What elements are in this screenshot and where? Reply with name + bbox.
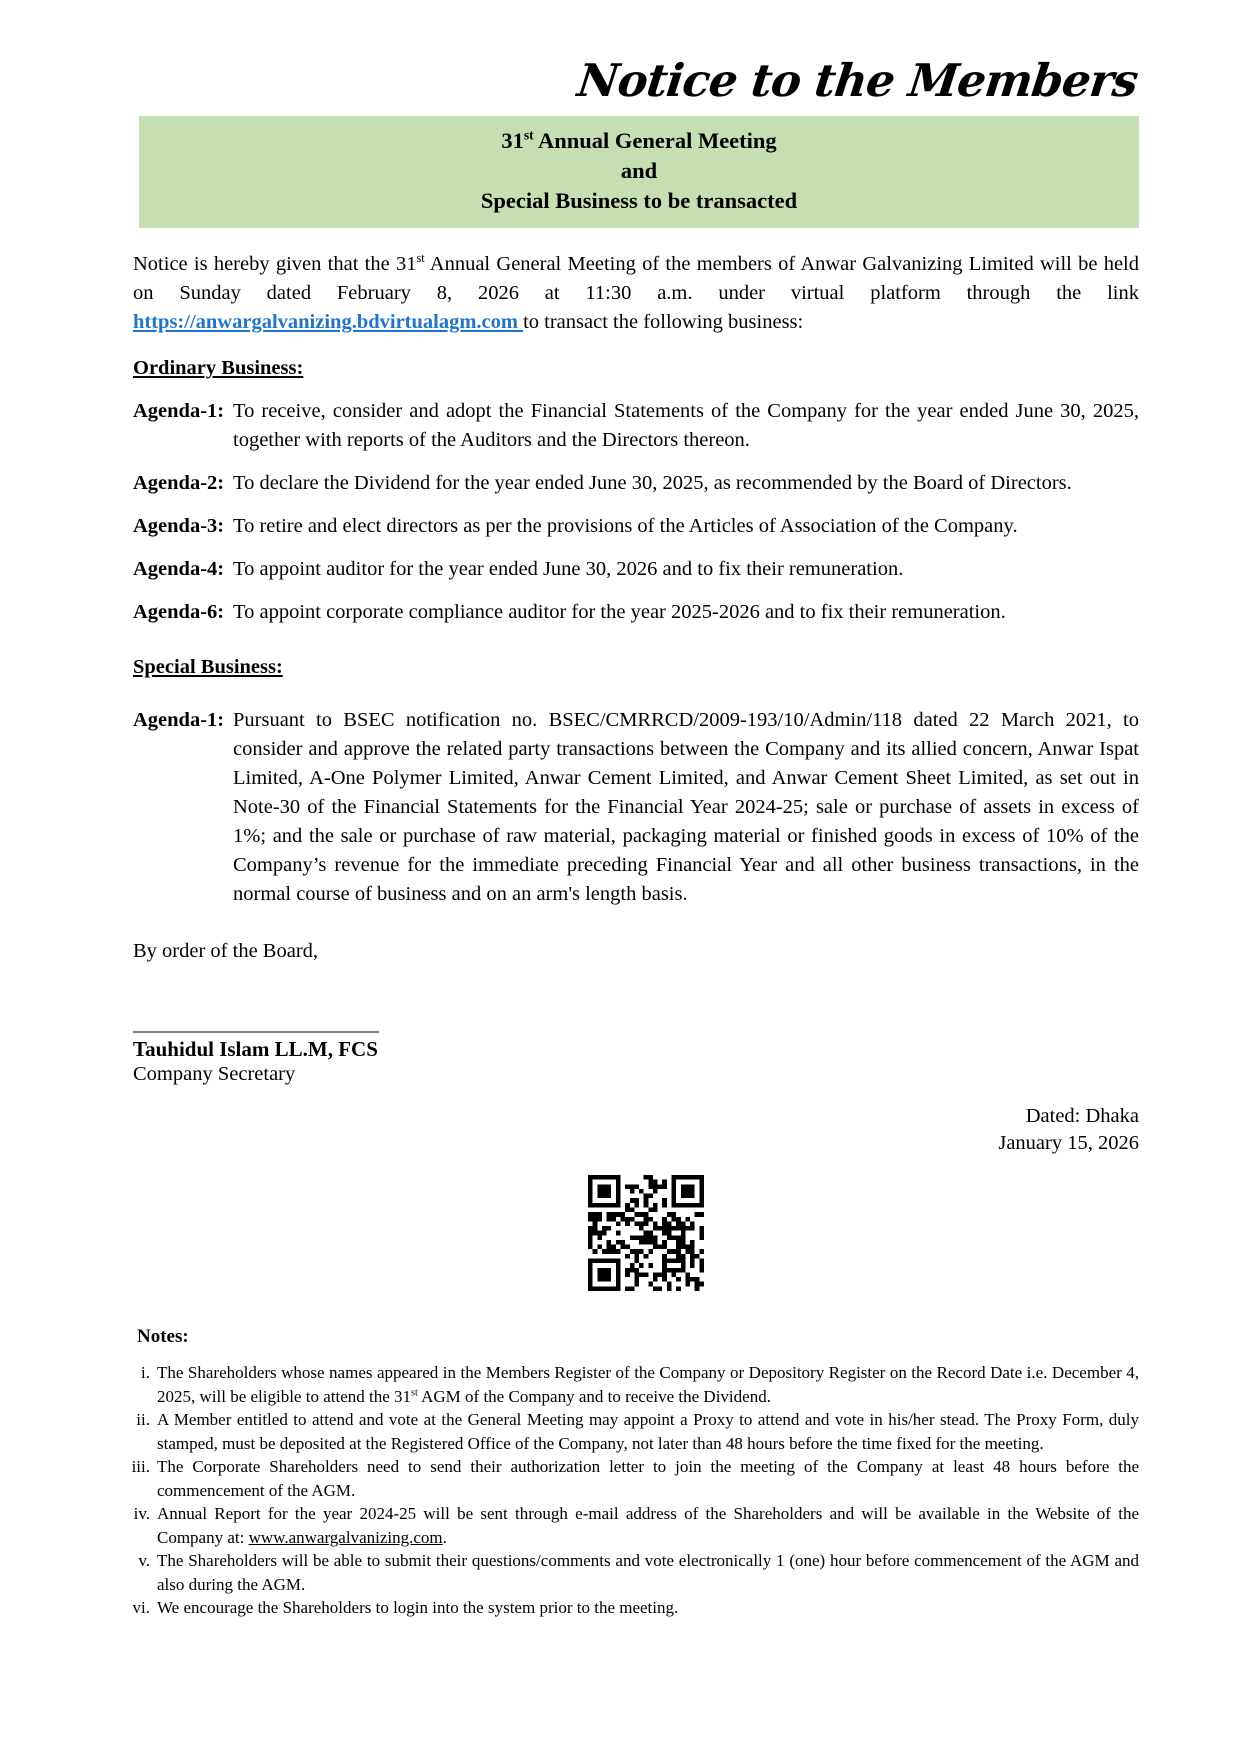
note-number: v.	[138, 1551, 150, 1571]
special-business-heading: Special Business:	[133, 656, 283, 679]
agenda-label: Agenda-6:	[133, 601, 225, 624]
hyperlink[interactable]: www.anwargalvanizing.com	[248, 1527, 443, 1547]
agenda-label: Agenda-2:	[133, 472, 225, 495]
banner-line-1: 31st Annual General Meeting	[501, 127, 777, 154]
agenda-item	[133, 706, 1139, 909]
banner-line-2: and	[620, 158, 658, 184]
note-text: The Shareholders will be able to submit their questions/comments and vote electronically 1 (one) hour before commencement of the AGM and also during the AGM.	[157, 1551, 1139, 1594]
hyperlink[interactable]: https://anwargalvanizing.bdvirtualagm.com	[133, 311, 524, 334]
note-item	[122, 1408, 1139, 1455]
ordinary-business-heading: Ordinary Business:	[133, 357, 304, 380]
agenda-item	[133, 397, 1139, 455]
notes-list	[122, 1361, 1139, 1620]
note-number: i.	[141, 1363, 150, 1383]
agenda-text: Pursuant to BSEC notification no. BSEC/CMRRCD/2009-193/10/Admin/118 dated 22 March 2021, to consider and approve the related party transactions between the Company and its allied concern, Anwar Ispat Limited, A-One Polymer Limited, Anwar Cement Limited, and Anwar Cement Sheet Limited, as set out in Note-30 of the Financial Statements for the Financial Year 2024-25; sale or purchase of assets in excess of 1%; and the sale or purchase of raw material, packaging material or finished goods in excess of 10% of the Company’s revenue for the immediate preceding Financial Year and all other business transactions, in the normal course of business and on an arm's length basis.	[233, 709, 1139, 906]
agenda-text: To appoint corporate compliance auditor for the year 2025-2026 and to fix their remuneration.	[233, 601, 1006, 624]
intro-paragraph: Notice is hereby given that the 31st Annual General Meeting of the members of Anwar Galvanizing Limited will be held on Sunday dated February 8, 2026 at 11:30 a.m. under virtual platform through the link https://anwargalvanizing.bdvirtualagm.com to transact the following business:	[133, 251, 1139, 334]
signatory-title: Company Secretary	[133, 1063, 296, 1086]
qr-row	[133, 1175, 1139, 1296]
note-number: vi.	[132, 1598, 150, 1618]
dated-place: Dated: Dhaka	[1025, 1105, 1139, 1128]
agenda-label: Agenda-4:	[133, 558, 225, 581]
agenda-text: To receive, consider and adopt the Financial Statements of the Company for the year ended June 30, 2025, together with reports of the Auditors and the Directors thereon.	[233, 400, 1139, 452]
agenda-text: To retire and elect directors as per the provisions of the Articles of Association of the Company.	[233, 515, 1018, 538]
note-number: iii.	[131, 1457, 150, 1477]
agenda-item	[133, 512, 1139, 541]
banner-line-3: Special Business to be transacted	[480, 188, 798, 214]
note-item	[122, 1549, 1139, 1596]
note-item	[122, 1455, 1139, 1502]
notes-heading: Notes:	[137, 1326, 189, 1348]
note-number: iv.	[133, 1504, 150, 1524]
closing-line: By order of the Board,	[133, 940, 319, 963]
agm-title-banner	[139, 116, 1139, 228]
signatory-name: Tauhidul Islam LL.M, FCS	[133, 1037, 378, 1062]
note-text: Annual Report for the year 2024-25 will be sent through e-mail address of the Shareholders and will be available in the Website of the Company at: www.anwargalvanizing.com.	[157, 1504, 1139, 1547]
agenda-text: To appoint auditor for the year ended June 30, 2026 and to fix their remuneration.	[233, 558, 904, 581]
note-text: The Corporate Shareholders need to send their authorization letter to join the meeting of the Company at least 48 hours before the commencement of the AGM.	[157, 1457, 1139, 1500]
note-text: The Shareholders whose names appeared in the Members Register of the Company or Depository Register on the Record Date i.e. December 4, 2025, will be eligible to attend the 31st AGM of the Company and to receive the Dividend.	[157, 1363, 1139, 1406]
agenda-text: To declare the Dividend for the year ended June 30, 2025, as recommended by the Board of Directors.	[233, 472, 1072, 495]
note-item	[122, 1596, 1139, 1620]
note-text: We encourage the Shareholders to login into the system prior to the meeting.	[157, 1598, 679, 1618]
signature-line: ________________________	[133, 1013, 379, 1036]
agenda-item	[133, 555, 1139, 584]
agenda-label: Agenda-1:	[133, 400, 225, 423]
note-item	[122, 1502, 1139, 1549]
signature-block	[133, 1012, 1139, 1087]
document-body	[133, 250, 1139, 1620]
note-text: A Member entitled to attend and vote at the General Meeting may appoint a Proxy to attend and vote in his/her stead. The Proxy Form, duly stamped, must be deposited at the Registered Office of the Company, not later than 48 hours before the time fixed for the meeting.	[157, 1410, 1139, 1453]
page-title-script: Notice to the Members	[574, 54, 1141, 107]
agenda-item	[133, 598, 1139, 627]
note-number: ii.	[136, 1410, 150, 1430]
dated-date: January 15, 2026	[998, 1132, 1139, 1155]
dated-block	[133, 1103, 1139, 1157]
agenda-item	[133, 469, 1139, 498]
qr-code	[588, 1175, 704, 1291]
agenda-label: Agenda-1:	[133, 709, 225, 732]
agenda-label: Agenda-3:	[133, 515, 225, 538]
note-item	[122, 1361, 1139, 1408]
